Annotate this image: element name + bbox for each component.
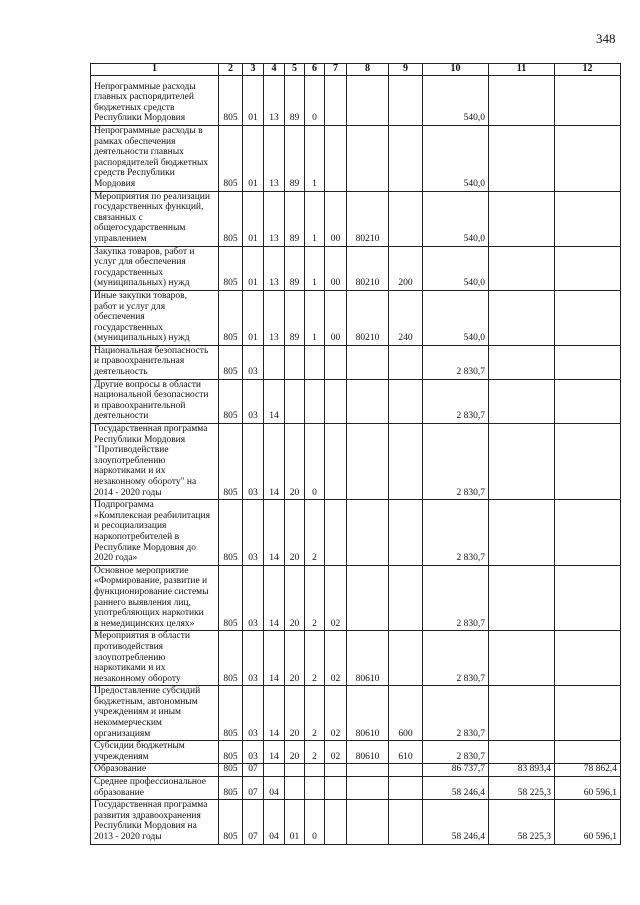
amount-cell-c10: 2 830,7 xyxy=(423,631,489,686)
amount-cell-c11 xyxy=(489,631,555,686)
code-cell-c2: 805 xyxy=(219,191,243,246)
amount-cell-c12 xyxy=(555,565,621,631)
code-cell-c5: 20 xyxy=(285,686,305,741)
table-row xyxy=(91,631,621,686)
code-cell-c8: 80210 xyxy=(347,246,389,290)
code-cell-c5: 89 xyxy=(285,246,305,290)
code-cell-c3: 01 xyxy=(243,76,264,126)
amount-cell-c12 xyxy=(555,424,621,500)
code-cell-c5: 89 xyxy=(285,191,305,246)
amount-cell-c10: 2 830,7 xyxy=(423,741,489,764)
code-cell-c5 xyxy=(285,777,305,800)
table-row xyxy=(91,764,621,777)
code-cell-c5 xyxy=(285,764,305,777)
row-name-cell: Непрограммные расходы главных распорядителей бюджетных средств Республики Мордовия xyxy=(91,76,219,126)
code-cell-c7 xyxy=(325,777,347,800)
code-cell-c2: 805 xyxy=(219,424,243,500)
code-cell-c4: 14 xyxy=(264,424,285,500)
table-row xyxy=(91,565,621,631)
table-row xyxy=(91,777,621,800)
code-cell-c8 xyxy=(347,777,389,800)
code-cell-c8 xyxy=(347,764,389,777)
amount-cell-c11 xyxy=(489,290,555,345)
amount-cell-c12 xyxy=(555,345,621,379)
code-cell-c4: 04 xyxy=(264,777,285,800)
amount-cell-c10: 540,0 xyxy=(423,76,489,126)
code-cell-c3: 03 xyxy=(243,345,264,379)
column-header-10: 10 xyxy=(423,64,489,76)
code-cell-c2: 805 xyxy=(219,126,243,192)
column-number-row xyxy=(91,64,621,76)
code-cell-c3: 03 xyxy=(243,500,264,566)
code-cell-c5 xyxy=(285,379,305,423)
column-header-4: 4 xyxy=(264,64,285,76)
code-cell-c7: 02 xyxy=(325,565,347,631)
page-number: 348 xyxy=(596,31,616,46)
code-cell-c2: 805 xyxy=(219,631,243,686)
code-cell-c5: 20 xyxy=(285,565,305,631)
row-name-cell: Субсидии бюджетным учреждениям xyxy=(91,741,219,764)
code-cell-c9 xyxy=(389,379,423,423)
code-cell-c6 xyxy=(305,777,325,800)
code-cell-c4: 14 xyxy=(264,500,285,566)
code-cell-c5: 89 xyxy=(285,76,305,126)
amount-cell-c12 xyxy=(555,246,621,290)
amount-cell-c10: 2 830,7 xyxy=(423,500,489,566)
code-cell-c2: 805 xyxy=(219,686,243,741)
code-cell-c5: 89 xyxy=(285,126,305,192)
code-cell-c8 xyxy=(347,424,389,500)
code-cell-c8: 80210 xyxy=(347,191,389,246)
code-cell-c7: 02 xyxy=(325,631,347,686)
amount-cell-c11: 83 893,4 xyxy=(489,764,555,777)
row-name-cell: Другие вопросы в области национальной безопасности и правоохранительной деятельности xyxy=(91,379,219,423)
code-cell-c4: 13 xyxy=(264,191,285,246)
code-cell-c9: 610 xyxy=(389,741,423,764)
budget-table xyxy=(90,63,621,845)
code-cell-c8 xyxy=(347,500,389,566)
code-cell-c5: 20 xyxy=(285,631,305,686)
amount-cell-c12 xyxy=(555,741,621,764)
code-cell-c8: 80610 xyxy=(347,686,389,741)
code-cell-c9 xyxy=(389,800,423,844)
code-cell-c2: 805 xyxy=(219,800,243,844)
amount-cell-c12 xyxy=(555,191,621,246)
amount-cell-c11 xyxy=(489,424,555,500)
table-row xyxy=(91,191,621,246)
code-cell-c7 xyxy=(325,800,347,844)
amount-cell-c12 xyxy=(555,379,621,423)
column-header-6: 6 xyxy=(305,64,325,76)
code-cell-c5 xyxy=(285,345,305,379)
code-cell-c6: 2 xyxy=(305,741,325,764)
table-row xyxy=(91,290,621,345)
code-cell-c9 xyxy=(389,126,423,192)
row-name-cell: Государственная программа развития здравоохранения Республики Мордовия на 2013 - 2020 годы xyxy=(91,800,219,844)
code-cell-c3: 07 xyxy=(243,764,264,777)
code-cell-c4: 14 xyxy=(264,631,285,686)
column-header-2: 2 xyxy=(219,64,243,76)
code-cell-c4: 13 xyxy=(264,76,285,126)
code-cell-c9 xyxy=(389,500,423,566)
code-cell-c6: 2 xyxy=(305,631,325,686)
table-body xyxy=(91,76,621,845)
code-cell-c7 xyxy=(325,379,347,423)
code-cell-c3: 03 xyxy=(243,565,264,631)
table-row xyxy=(91,246,621,290)
code-cell-c7 xyxy=(325,500,347,566)
code-cell-c6: 0 xyxy=(305,76,325,126)
column-header-1: 1 xyxy=(91,64,219,76)
code-cell-c6: 1 xyxy=(305,191,325,246)
code-cell-c8 xyxy=(347,379,389,423)
row-name-cell: Национальная безопасность и правоохранительная деятельность xyxy=(91,345,219,379)
code-cell-c4: 13 xyxy=(264,290,285,345)
table-row xyxy=(91,76,621,126)
row-name-cell: Основное мероприятие «Формирование, развитие и функционирование системы раннего выявления лиц, употребляющих наркотики в немедицинских целях» xyxy=(91,565,219,631)
row-name-cell: Подпрограмма «Комплексная реабилитация и ресоциализация наркопотребителей в Республике Мордовия до 2020 года» xyxy=(91,500,219,566)
code-cell-c3: 03 xyxy=(243,631,264,686)
row-name-cell: Непрограммные расходы в рамках обеспечения деятельности главных распорядителей бюджетных средств Республики Мордовия xyxy=(91,126,219,192)
code-cell-c3: 03 xyxy=(243,379,264,423)
code-cell-c9 xyxy=(389,764,423,777)
code-cell-c7 xyxy=(325,126,347,192)
amount-cell-c12 xyxy=(555,500,621,566)
amount-cell-c11 xyxy=(489,741,555,764)
amount-cell-c12 xyxy=(555,631,621,686)
code-cell-c5: 01 xyxy=(285,800,305,844)
code-cell-c8: 80610 xyxy=(347,631,389,686)
column-header-11: 11 xyxy=(489,64,555,76)
code-cell-c3: 07 xyxy=(243,800,264,844)
code-cell-c7 xyxy=(325,424,347,500)
row-name-cell: Иные закупки товаров, работ и услуг для обеспечения государственных (муниципальных) нужд xyxy=(91,290,219,345)
code-cell-c2: 805 xyxy=(219,246,243,290)
code-cell-c3: 01 xyxy=(243,191,264,246)
code-cell-c4: 14 xyxy=(264,379,285,423)
code-cell-c2: 805 xyxy=(219,777,243,800)
code-cell-c2: 805 xyxy=(219,76,243,126)
amount-cell-c10: 540,0 xyxy=(423,126,489,192)
code-cell-c3: 03 xyxy=(243,686,264,741)
column-header-7: 7 xyxy=(325,64,347,76)
code-cell-c8 xyxy=(347,126,389,192)
code-cell-c2: 805 xyxy=(219,500,243,566)
row-name-cell: Образование xyxy=(91,764,219,777)
table-row xyxy=(91,686,621,741)
amount-cell-c11 xyxy=(489,191,555,246)
code-cell-c9: 600 xyxy=(389,686,423,741)
table-row xyxy=(91,800,621,844)
code-cell-c6: 2 xyxy=(305,500,325,566)
amount-cell-c12 xyxy=(555,126,621,192)
amount-cell-c11: 58 225,3 xyxy=(489,800,555,844)
amount-cell-c10: 2 830,7 xyxy=(423,565,489,631)
code-cell-c4: 13 xyxy=(264,246,285,290)
code-cell-c5: 20 xyxy=(285,424,305,500)
code-cell-c8 xyxy=(347,345,389,379)
table-row xyxy=(91,741,621,764)
code-cell-c3: 03 xyxy=(243,424,264,500)
code-cell-c8: 80210 xyxy=(347,290,389,345)
column-header-12: 12 xyxy=(555,64,621,76)
code-cell-c2: 805 xyxy=(219,565,243,631)
code-cell-c7 xyxy=(325,76,347,126)
amount-cell-c11 xyxy=(489,345,555,379)
code-cell-c6: 0 xyxy=(305,800,325,844)
code-cell-c3: 01 xyxy=(243,126,264,192)
code-cell-c4: 14 xyxy=(264,741,285,764)
amount-cell-c10: 2 830,7 xyxy=(423,686,489,741)
code-cell-c3: 03 xyxy=(243,741,264,764)
code-cell-c9 xyxy=(389,76,423,126)
code-cell-c9 xyxy=(389,777,423,800)
amount-cell-c11 xyxy=(489,126,555,192)
code-cell-c6: 0 xyxy=(305,424,325,500)
code-cell-c5: 20 xyxy=(285,741,305,764)
code-cell-c6: 1 xyxy=(305,126,325,192)
amount-cell-c10: 540,0 xyxy=(423,290,489,345)
row-name-cell: Закупка товаров, работ и услуг для обеспечения государственных (муниципальных) нужд xyxy=(91,246,219,290)
table-row xyxy=(91,379,621,423)
code-cell-c7: 00 xyxy=(325,191,347,246)
amount-cell-c12 xyxy=(555,686,621,741)
amount-cell-c11: 58 225,3 xyxy=(489,777,555,800)
code-cell-c2: 805 xyxy=(219,741,243,764)
code-cell-c5: 89 xyxy=(285,290,305,345)
code-cell-c2: 805 xyxy=(219,290,243,345)
code-cell-c4: 13 xyxy=(264,126,285,192)
code-cell-c9 xyxy=(389,565,423,631)
column-header-3: 3 xyxy=(243,64,264,76)
code-cell-c8 xyxy=(347,800,389,844)
amount-cell-c11 xyxy=(489,686,555,741)
amount-cell-c10: 2 830,7 xyxy=(423,424,489,500)
code-cell-c5: 20 xyxy=(285,500,305,566)
code-cell-c6 xyxy=(305,345,325,379)
table-row xyxy=(91,424,621,500)
code-cell-c9 xyxy=(389,631,423,686)
table-row xyxy=(91,500,621,566)
code-cell-c6 xyxy=(305,379,325,423)
amount-cell-c12 xyxy=(555,76,621,126)
amount-cell-c12 xyxy=(555,290,621,345)
amount-cell-c12: 78 862,4 xyxy=(555,764,621,777)
amount-cell-c10: 58 246,4 xyxy=(423,777,489,800)
amount-cell-c10: 58 246,4 xyxy=(423,800,489,844)
code-cell-c3: 07 xyxy=(243,777,264,800)
code-cell-c8: 80610 xyxy=(347,741,389,764)
code-cell-c3: 01 xyxy=(243,290,264,345)
code-cell-c9: 200 xyxy=(389,246,423,290)
table-row xyxy=(91,126,621,192)
code-cell-c2: 805 xyxy=(219,345,243,379)
amount-cell-c11 xyxy=(489,379,555,423)
code-cell-c7: 00 xyxy=(325,290,347,345)
code-cell-c7: 00 xyxy=(325,246,347,290)
code-cell-c6: 1 xyxy=(305,246,325,290)
code-cell-c8 xyxy=(347,76,389,126)
amount-cell-c11 xyxy=(489,76,555,126)
row-name-cell: Мероприятия по реализации государственных функций, связанных с общегосударственным управлением xyxy=(91,191,219,246)
code-cell-c2: 805 xyxy=(219,379,243,423)
code-cell-c6: 2 xyxy=(305,686,325,741)
code-cell-c8 xyxy=(347,565,389,631)
amount-cell-c10: 86 737,7 xyxy=(423,764,489,777)
amount-cell-c12: 60 596,1 xyxy=(555,800,621,844)
amount-cell-c11 xyxy=(489,500,555,566)
code-cell-c2: 805 xyxy=(219,764,243,777)
amount-cell-c10: 2 830,7 xyxy=(423,379,489,423)
code-cell-c4 xyxy=(264,764,285,777)
code-cell-c9 xyxy=(389,191,423,246)
column-header-5: 5 xyxy=(285,64,305,76)
table-row xyxy=(91,345,621,379)
code-cell-c6: 1 xyxy=(305,290,325,345)
code-cell-c6 xyxy=(305,764,325,777)
code-cell-c4 xyxy=(264,345,285,379)
amount-cell-c10: 2 830,7 xyxy=(423,345,489,379)
row-name-cell: Предоставление субсидий бюджетным, автономным учреждениям и иным некоммерческим организациям xyxy=(91,686,219,741)
code-cell-c7: 02 xyxy=(325,686,347,741)
row-name-cell: Государственная программа Республики Мордовия "Противодействие злоупотреблению наркотиками и их незаконному обороту" на 2014 - 2020 годы xyxy=(91,424,219,500)
code-cell-c7 xyxy=(325,764,347,777)
code-cell-c9 xyxy=(389,424,423,500)
code-cell-c6: 2 xyxy=(305,565,325,631)
code-cell-c9 xyxy=(389,345,423,379)
code-cell-c7: 02 xyxy=(325,741,347,764)
code-cell-c4: 14 xyxy=(264,565,285,631)
row-name-cell: Мероприятия в области противодействия злоупотреблению наркотиками и их незаконному обороту xyxy=(91,631,219,686)
amount-cell-c11 xyxy=(489,565,555,631)
code-cell-c9: 240 xyxy=(389,290,423,345)
code-cell-c4: 04 xyxy=(264,800,285,844)
column-header-8: 8 xyxy=(347,64,389,76)
code-cell-c3: 01 xyxy=(243,246,264,290)
amount-cell-c11 xyxy=(489,246,555,290)
amount-cell-c12: 60 596,1 xyxy=(555,777,621,800)
amount-cell-c10: 540,0 xyxy=(423,246,489,290)
column-header-9: 9 xyxy=(389,64,423,76)
code-cell-c4: 14 xyxy=(264,686,285,741)
code-cell-c7 xyxy=(325,345,347,379)
row-name-cell: Среднее профессиональное образование xyxy=(91,777,219,800)
amount-cell-c10: 540,0 xyxy=(423,191,489,246)
